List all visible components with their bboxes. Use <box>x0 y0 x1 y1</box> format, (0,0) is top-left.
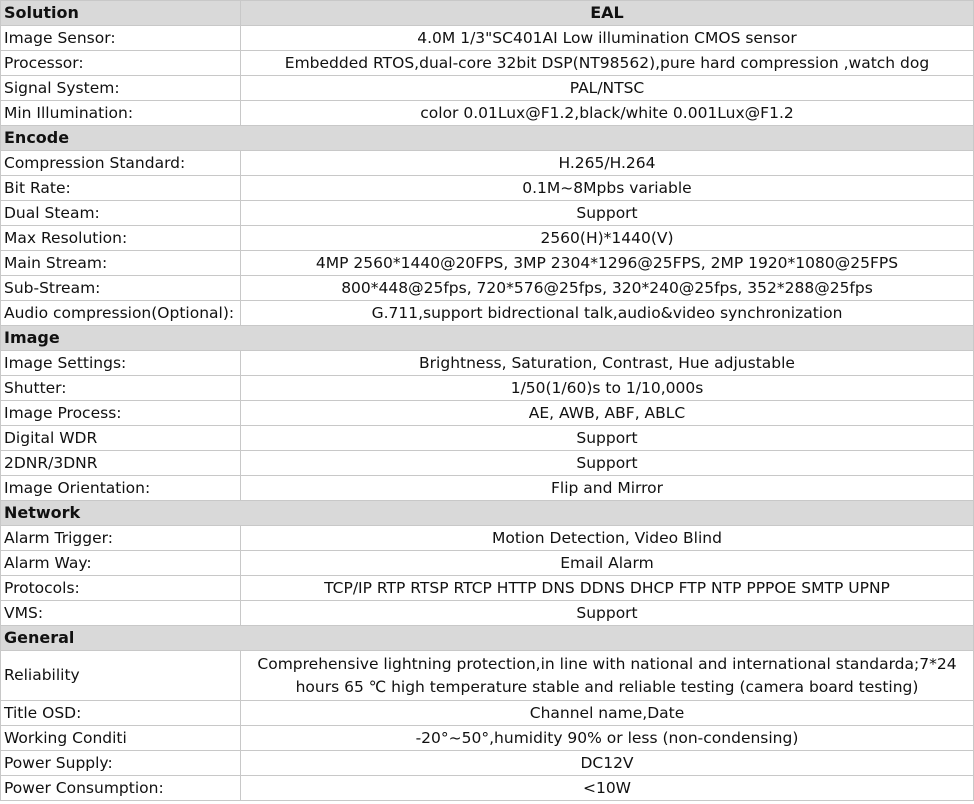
spec-row <box>1 276 974 301</box>
spec-row <box>1 101 974 126</box>
spec-row <box>1 451 974 476</box>
spec-value: H.265/H.264 <box>241 151 974 176</box>
spec-row <box>1 76 974 101</box>
spec-value-line: hours 65 ℃ high temperature stable and reliable testing (camera board testing) <box>295 677 919 696</box>
spec-row <box>1 201 974 226</box>
section-header-network <box>1 501 974 526</box>
spec-value: -20°~50°,humidity 90% or less (non-condensing) <box>241 726 974 751</box>
section-header-encode <box>1 126 974 151</box>
spec-value: <10W <box>241 776 974 801</box>
spec-label: Processor: <box>1 51 241 76</box>
spec-row <box>1 776 974 801</box>
section-header-image <box>1 326 974 351</box>
spec-row <box>1 351 974 376</box>
spec-label: Power Consumption: <box>1 776 241 801</box>
spec-value: PAL/NTSC <box>241 76 974 101</box>
spec-row <box>1 151 974 176</box>
spec-row <box>1 226 974 251</box>
spec-value: 2560(H)*1440(V) <box>241 226 974 251</box>
section-title: Network <box>1 501 974 526</box>
section-title: Image <box>1 326 974 351</box>
spec-value: Channel name,Date <box>241 701 974 726</box>
spec-label: Min Illumination: <box>1 101 241 126</box>
spec-label: Signal System: <box>1 76 241 101</box>
spec-label: VMS: <box>1 601 241 626</box>
spec-row <box>1 376 974 401</box>
spec-row <box>1 301 974 326</box>
spec-value: G.711,support bidrectional talk,audio&video synchronization <box>241 301 974 326</box>
spec-row <box>1 176 974 201</box>
spec-value: 0.1M~8Mpbs variable <box>241 176 974 201</box>
spec-row <box>1 551 974 576</box>
spec-value: Support <box>241 451 974 476</box>
spec-row <box>1 726 974 751</box>
spec-label: Image Orientation: <box>1 476 241 501</box>
spec-value: 1/50(1/60)s to 1/10,000s <box>241 376 974 401</box>
spec-label: Image Sensor: <box>1 26 241 51</box>
spec-label: Power Supply: <box>1 751 241 776</box>
spec-value: color 0.01Lux@F1.2,black/white 0.001Lux@F1.2 <box>241 101 974 126</box>
spec-label: Max Resolution: <box>1 226 241 251</box>
spec-value <box>241 651 974 701</box>
section-header-general <box>1 626 974 651</box>
spec-label: Dual Steam: <box>1 201 241 226</box>
spec-label: Bit Rate: <box>1 176 241 201</box>
spec-value: 4MP 2560*1440@20FPS, 3MP 2304*1296@25FPS, 2MP 1920*1080@25FPS <box>241 251 974 276</box>
spec-value: TCP/IP RTP RTSP RTCP HTTP DNS DDNS DHCP FTP NTP PPPOE SMTP UPNP <box>241 576 974 601</box>
header-label: Solution <box>1 1 241 26</box>
spec-label: Digital WDR <box>1 426 241 451</box>
spec-label: Alarm Trigger: <box>1 526 241 551</box>
spec-row <box>1 251 974 276</box>
spec-row <box>1 576 974 601</box>
spec-label: Title OSD: <box>1 701 241 726</box>
spec-row-reliability <box>1 651 974 701</box>
spec-label: Audio compression(Optional): <box>1 301 241 326</box>
spec-value-line: Comprehensive lightning protection,in line with national and international standarda;7*24 <box>257 654 957 673</box>
spec-value: DC12V <box>241 751 974 776</box>
spec-row <box>1 26 974 51</box>
spec-label: Compression Standard: <box>1 151 241 176</box>
spec-label: Shutter: <box>1 376 241 401</box>
spec-label: 2DNR/3DNR <box>1 451 241 476</box>
spec-value: AE, AWB, ABF, ABLC <box>241 401 974 426</box>
spec-value: Email Alarm <box>241 551 974 576</box>
spec-label: Protocols: <box>1 576 241 601</box>
spec-label: Image Settings: <box>1 351 241 376</box>
spec-row <box>1 751 974 776</box>
spec-row <box>1 426 974 451</box>
spec-row <box>1 701 974 726</box>
spec-row <box>1 51 974 76</box>
spec-label: Sub-Stream: <box>1 276 241 301</box>
spec-value: Flip and Mirror <box>241 476 974 501</box>
spec-value: Support <box>241 601 974 626</box>
section-title: Encode <box>1 126 974 151</box>
spec-value: Brightness, Saturation, Contrast, Hue adjustable <box>241 351 974 376</box>
spec-value: Embedded RTOS,dual-core 32bit DSP(NT98562),pure hard compression ,watch dog <box>241 51 974 76</box>
spec-row <box>1 476 974 501</box>
header-value: EAL <box>241 1 974 26</box>
spec-row <box>1 601 974 626</box>
spec-label: Reliability <box>1 651 241 701</box>
spec-value: 4.0M 1/3"SC401AI Low illumination CMOS sensor <box>241 26 974 51</box>
spec-label: Working Conditi <box>1 726 241 751</box>
spec-value: Support <box>241 426 974 451</box>
spec-row <box>1 401 974 426</box>
spec-label: Alarm Way: <box>1 551 241 576</box>
header-row <box>1 1 974 26</box>
spec-label: Main Stream: <box>1 251 241 276</box>
spec-value: Motion Detection, Video Blind <box>241 526 974 551</box>
spec-label: Image Process: <box>1 401 241 426</box>
spec-value: Support <box>241 201 974 226</box>
spec-row <box>1 526 974 551</box>
spec-value: 800*448@25fps, 720*576@25fps, 320*240@25fps, 352*288@25fps <box>241 276 974 301</box>
section-title: General <box>1 626 974 651</box>
